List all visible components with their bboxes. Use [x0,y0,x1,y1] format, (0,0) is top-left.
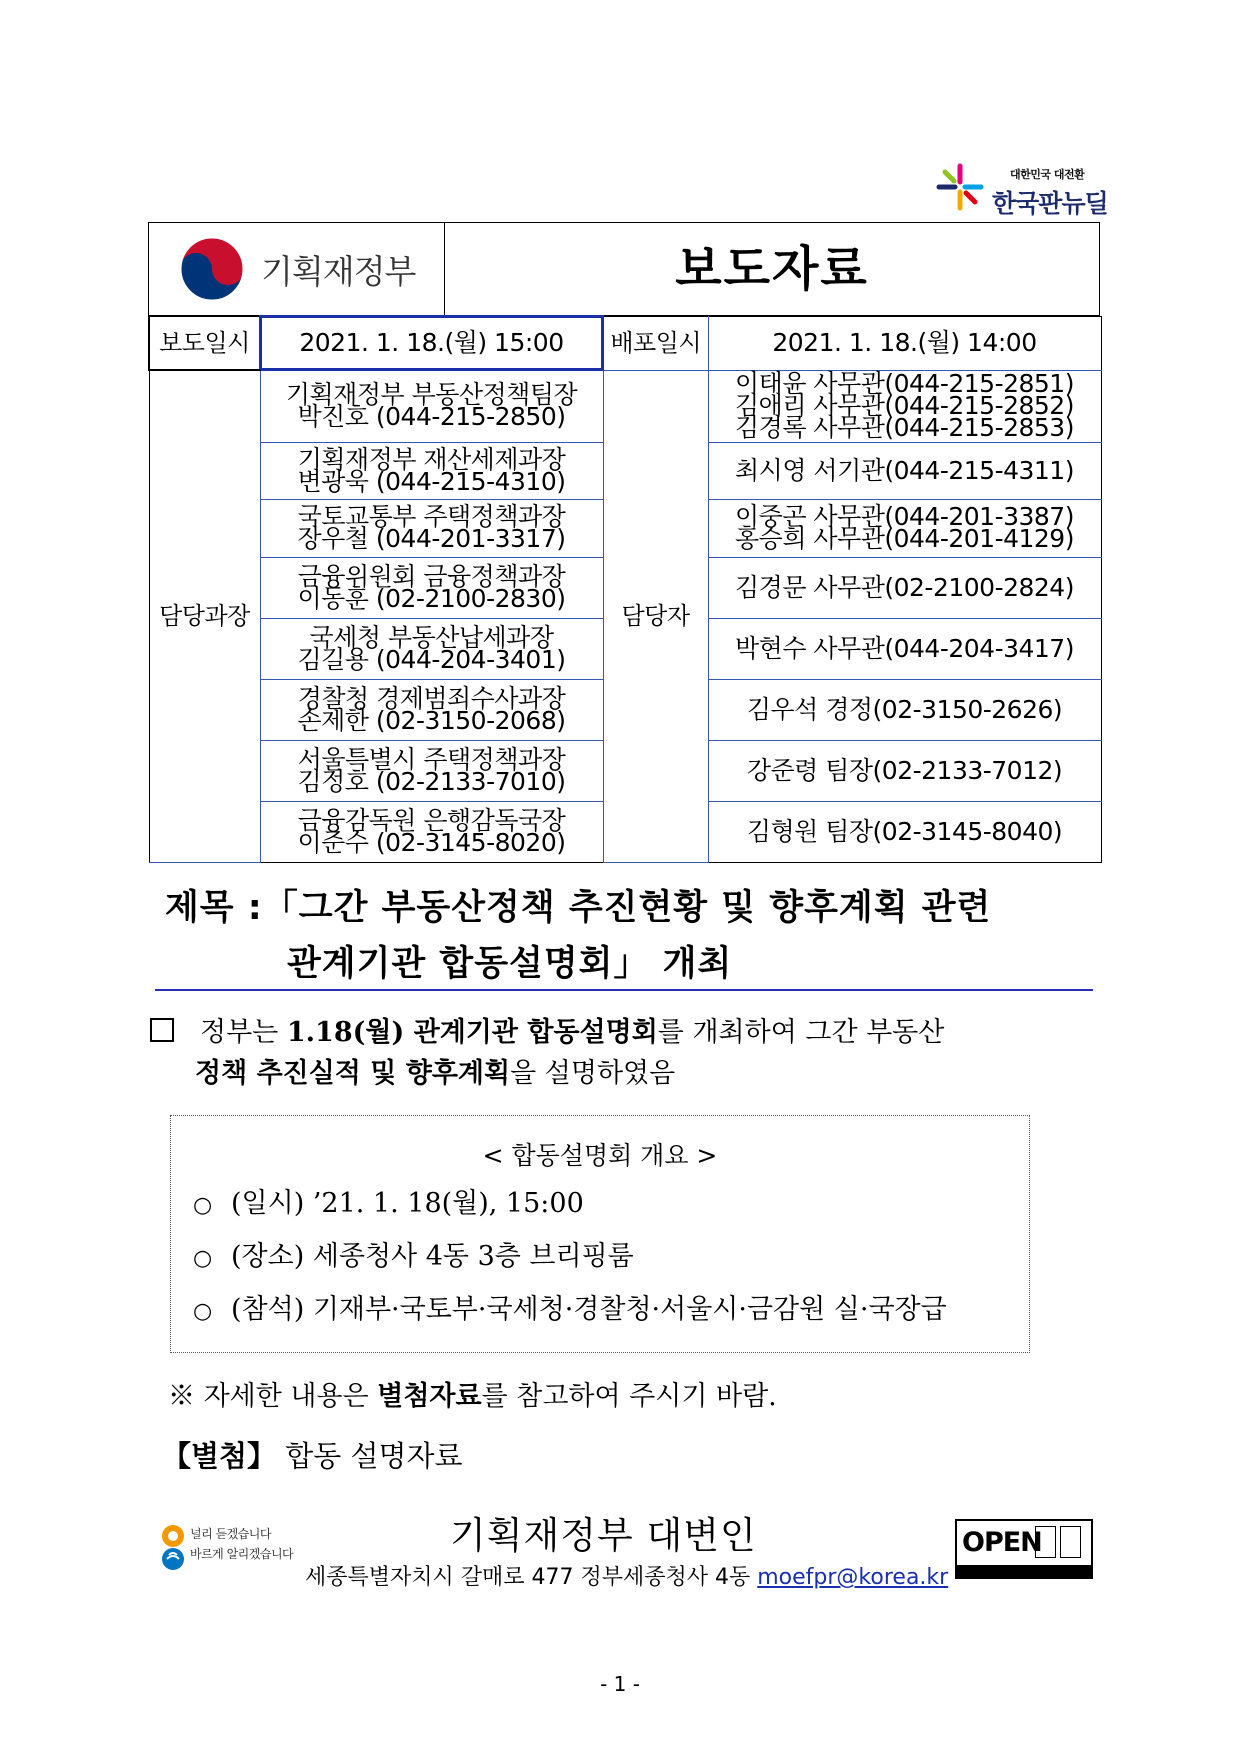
title-line-2: 관계기관 합동설명회」 개최 [287,944,733,984]
document-type-title: 보도자료 [675,241,869,297]
license-bar [957,1565,1091,1577]
open-label: OPEN [962,1527,1042,1558]
circle-bullet-icon: ○ [193,1246,213,1271]
para-text: 을 설명하였음 [510,1058,676,1089]
dept-name: 서울특별시 주택정책과장 [297,744,566,774]
list-item-text: (참석) 기재부·국토부·국세청·경찰청·서울시·금감원 실·국장급 [231,1294,947,1325]
release-info-table [148,315,1102,863]
staff-contact: 박현수 사무관(044-204-3417) [735,633,1074,663]
circle-bullet-icon: ○ [193,1193,213,1218]
staff-contact: 이태윤 사무관(044-215-2851) [735,369,1074,398]
dept-cell [260,740,603,801]
para-text: 를 개최하여 그간 부동산 [657,1017,945,1048]
note-bold: 별첨자료 [377,1381,482,1412]
press-title [165,880,1095,992]
korean-new-deal-logo [935,162,1110,222]
staff-cell [708,499,1101,557]
dept-cell [260,557,603,618]
briefing-summary-box [170,1115,1030,1353]
inform-slogan: 바르게 알리겠습니다 [190,1547,294,1561]
staff-contact: 김형원 팀장(02-3145-8040) [746,816,1063,846]
list-item [193,1237,947,1290]
dept-cell [260,679,603,740]
dept-cell [260,442,603,499]
dept-cell [260,370,603,442]
dept-name: 기획재정부 부동산정책팀장 [285,380,578,410]
listen-inform-logo [160,1519,300,1579]
staff-cell [708,618,1101,679]
spokesperson: 기획재정부 대변인 [450,1514,757,1557]
attachment-line [162,1434,463,1475]
dept-name: 국토교통부 주택정책과장 [297,502,566,531]
staff-label: 담당자 [603,370,708,862]
press-header [148,222,1100,316]
para-bold: 1.18(월) 관계기관 합동설명회 [286,1017,658,1048]
report-date-label: 보도일시 [149,316,260,370]
staff-cell [708,442,1101,499]
dept-cell [260,618,603,679]
email-link[interactable]: moefpr@korea.kr [757,1565,949,1590]
department-label: 담당과장 [149,370,260,862]
dept-contact: 변광욱 (044-215-4310) [297,466,566,496]
dept-contact: 이준수 (02-3145-8020) [297,827,566,857]
dept-contact: 장우철 (044-201-3317) [297,524,566,553]
list-item-text: (장소) 세종청사 4동 3층 브리핑룸 [231,1241,634,1272]
para-text: 정부는 [200,1017,287,1048]
summary-title: < 합동설명회 개요 > [482,1141,718,1170]
staff-cell [708,801,1101,862]
dept-name: 금융감독원 은행감독국장 [297,805,566,835]
dept-name: 기획재정부 재산세제과장 [297,444,566,474]
dept-cell [260,801,603,862]
title-line-1: 제목 :「그간 부동산정책 추진현황 및 향후계획 관련 [165,888,992,928]
dept-name: 경찰청 경제범죄수사과장 [297,683,566,713]
note-text: ※ 자세한 내용은 [168,1381,378,1412]
attachment-label: 【별첨】 [162,1439,277,1473]
staff-cell [708,740,1101,801]
checkbox-bullet-icon [150,1018,174,1042]
dept-contact: 이동훈 (02-2100-2830) [297,583,566,613]
note-text: 를 참고하여 주시기 바람. [481,1381,777,1412]
staff-cell [708,370,1101,442]
list-item [193,1290,947,1343]
dept-contact: 박진호 (044-215-2850) [297,402,566,432]
title-underline [155,989,1093,991]
dept-name: 국세청 부동산납세과장 [309,622,554,652]
dept-contact: 손제한 (02-3150-2068) [297,705,566,735]
new-deal-star-icon [935,162,985,212]
dept-cell [260,499,603,557]
staff-contact: 홍승희 사무관(044-201-4129) [735,524,1074,553]
reference-note [168,1374,777,1413]
staff-contact: 이중곤 사무관(044-201-3387) [735,502,1074,531]
page-number: - 1 - [600,1672,640,1696]
list-item [193,1184,947,1237]
circle-bullet-icon: ○ [193,1299,213,1324]
newdeal-subtitle: 대한민국 대전환 [1010,168,1085,181]
summary-list [193,1184,947,1343]
list-item-text: (일시) ’21. 1. 18(월), 15:00 [231,1188,584,1219]
open-license-logo [955,1519,1093,1579]
lead-paragraph [150,1012,1090,1094]
address-text: 세종특별자치시 갈매로 477 정부세종청사 4동 [305,1565,758,1590]
staff-contact: 김경문 사무관(02-2100-2824) [735,572,1074,602]
staff-cell [708,679,1101,740]
dept-contact: 김정호 (02-2133-7010) [297,766,566,796]
taegeuk-emblem-icon [177,234,247,304]
ear-icon [160,1523,188,1573]
staff-contact: 강준령 팀장(02-2133-7012) [746,755,1063,785]
dept-contact: 김길용 (044-204-3401) [297,644,566,674]
attachment-text: 합동 설명자료 [276,1439,463,1473]
distribution-date-label: 배포일시 [603,316,708,370]
newdeal-title: 한국판뉴딜 [992,189,1108,218]
distribution-date-value: 2021. 1. 18.(월) 14:00 [708,316,1101,370]
commercial-use-icon [1060,1526,1081,1558]
staff-contact: 최시영 서기관(044-215-4311) [735,455,1074,485]
listen-slogan: 널리 듣겠습니다 [190,1527,271,1541]
attribution-icon [1035,1526,1056,1558]
staff-cell [708,557,1101,618]
staff-contact: 김우석 경정(02-3150-2626) [746,694,1063,724]
para-bold: 정책 추진실적 및 향후계획 [195,1058,511,1089]
staff-contact: 김애리 사무관(044-215-2852) [735,391,1074,420]
report-date-value: 2021. 1. 18.(월) 15:00 [260,316,603,370]
address-line [305,1560,948,1591]
staff-contact: 김경록 사무관(044-215-2853) [735,413,1074,442]
ministry-name: 기획재정부 [261,252,416,291]
dept-name: 금융위원회 금융정책과장 [297,561,566,591]
